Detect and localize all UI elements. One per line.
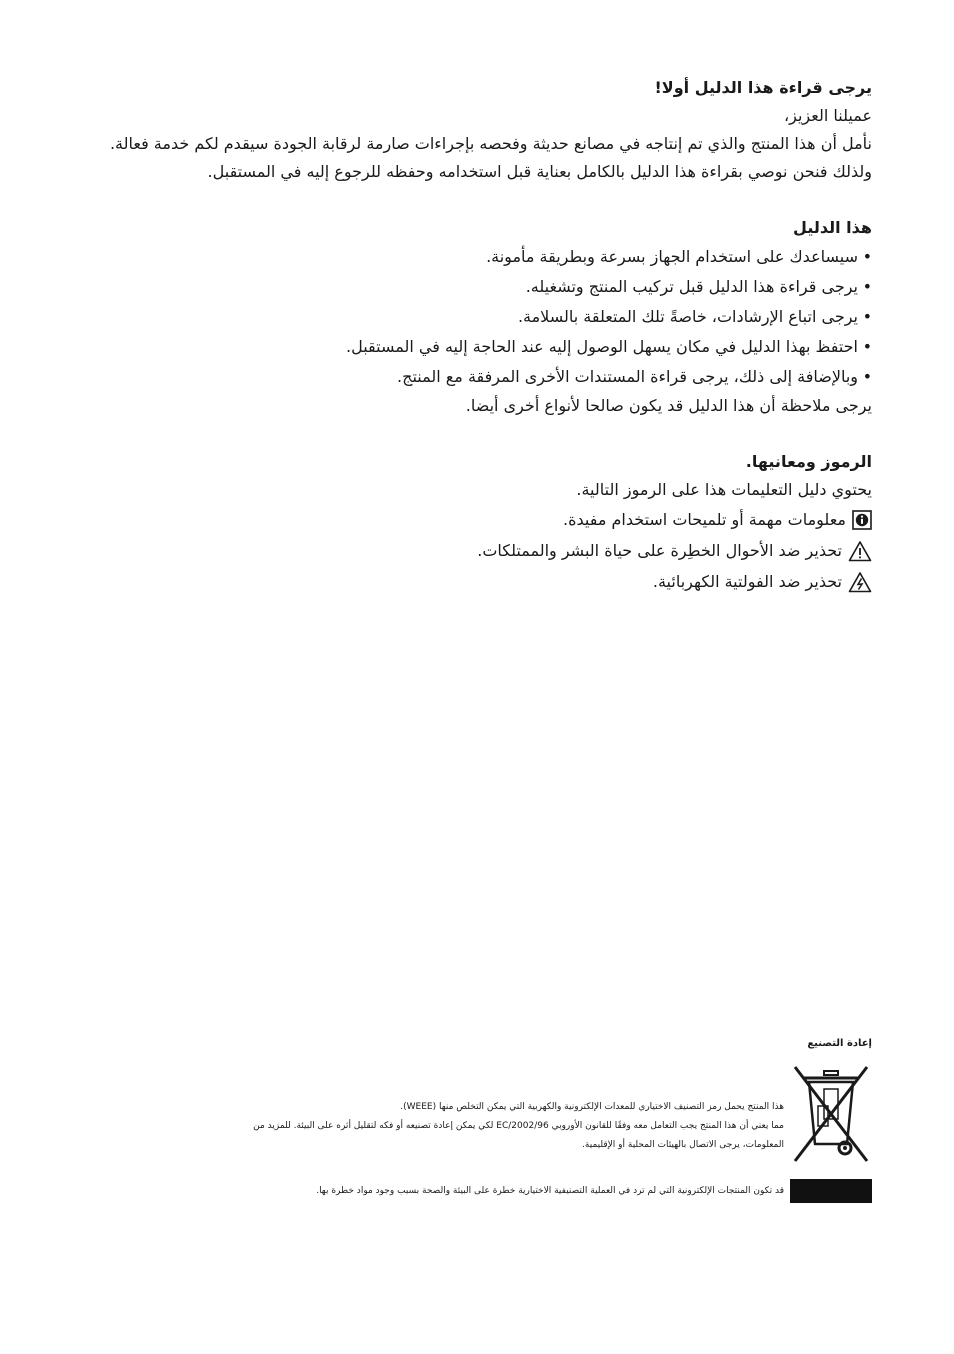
- list-item: •سيساعدك على استخدام الجهاز بسرعة وبطريقة مأمونة.: [82, 242, 872, 272]
- symbol-text: تحذير ضد الأحوال الخطِرة على حياة البشر والممتلكات.: [477, 541, 842, 560]
- recycling-line-1: هذا المنتج يحمل رمز التصنيف الاختياري للمعدات الإلكترونية والكهربية التي يمكن التخلص منها (WEEE).: [400, 1102, 784, 1112]
- bullet: •: [862, 307, 872, 326]
- guide-note: يرجى ملاحظة أن هذا الدليل قد يكون صالحا لأنواع أخرى أيضا.: [465, 396, 872, 415]
- recycling-line-2: مما يعني أن هذا المنتج يجب التعامل معه وفقًا للقانون الأوروبي EC/2002/96 لكي يمكن إعادة تصنيعه أو فكه لتقليل أثره على البيئة. للمزيد من: [253, 1121, 784, 1131]
- recycling-warning-row: [82, 1174, 872, 1208]
- symbols-title: الرموز ومعانيها.: [745, 452, 872, 471]
- weee-bin-icon: [790, 1064, 872, 1168]
- recycling-text: [82, 1064, 790, 1155]
- recycling-warning: قد تكون المنتجات الإلكترونية التي لم ترد في العملية التصنيفية الاختيارية خطرة على البيئة والصحة بسبب وجود مواد خطرة بها.: [316, 1186, 784, 1196]
- list-item: •يرجى اتباع الإرشادات، خاصةً تلك المتعلقة بالسلامة.: [82, 302, 872, 332]
- recycling-row: [82, 1064, 872, 1168]
- electric-warning-icon: [848, 571, 872, 593]
- symbol-row-warning: [82, 535, 872, 566]
- intro-title: يرجى قراءة هذا الدليل أولا!: [654, 78, 872, 97]
- warning-triangle-icon: [848, 540, 872, 562]
- symbols-intro: يحتوي دليل التعليمات هذا على الرموز التالية.: [576, 480, 872, 499]
- guide-list: [82, 242, 872, 392]
- manual-content: [82, 74, 872, 597]
- intro-paragraph-1: نأمل أن هذا المنتج والذي تم إنتاجه في مصانع حديثة وفحصه بإجراءات صارمة لرقابة الجودة سيقدم لكم خدمة فعالة.: [109, 134, 872, 153]
- recycling-title: إعادة التصنيع: [807, 1038, 872, 1049]
- greeting: عميلنا العزيز،: [783, 106, 872, 125]
- guide-title: هذا الدليل: [793, 218, 872, 237]
- symbol-row-info: [82, 504, 872, 535]
- symbol-text: معلومات مهمة أو تلميحات استخدام مفيدة.: [563, 510, 846, 529]
- bullet: •: [862, 247, 872, 266]
- bullet: •: [862, 337, 872, 356]
- bullet: •: [862, 277, 872, 296]
- symbol-text: تحذير ضد الفولتية الكهربائية.: [652, 572, 842, 591]
- recycling-section: [82, 1036, 872, 1208]
- list-item: •احتفظ بهذا الدليل في مكان يسهل الوصول إليه عند الحاجة إليه في المستقبل.: [82, 332, 872, 362]
- intro-paragraph-2: ولذلك فنحن نوصي بقراءة هذا الدليل بالكامل بعناية قبل استخدامه وحفظه للرجوع إليه في المستقبل.: [207, 162, 872, 181]
- list-item: •وبالإضافة إلى ذلك، يرجى قراءة المستندات الأخرى المرفقة مع المنتج.: [82, 362, 872, 392]
- bullet: •: [862, 367, 872, 386]
- recycling-line-3: المعلومات، يرجى الاتصال بالهيئات المحلية أو الإقليمية.: [582, 1140, 784, 1150]
- list-item: •يرجى قراءة هذا الدليل قبل تركيب المنتج وتشغيله.: [82, 272, 872, 302]
- symbol-row-electric: [82, 566, 872, 597]
- info-icon: [852, 510, 872, 530]
- black-bar: [790, 1179, 872, 1203]
